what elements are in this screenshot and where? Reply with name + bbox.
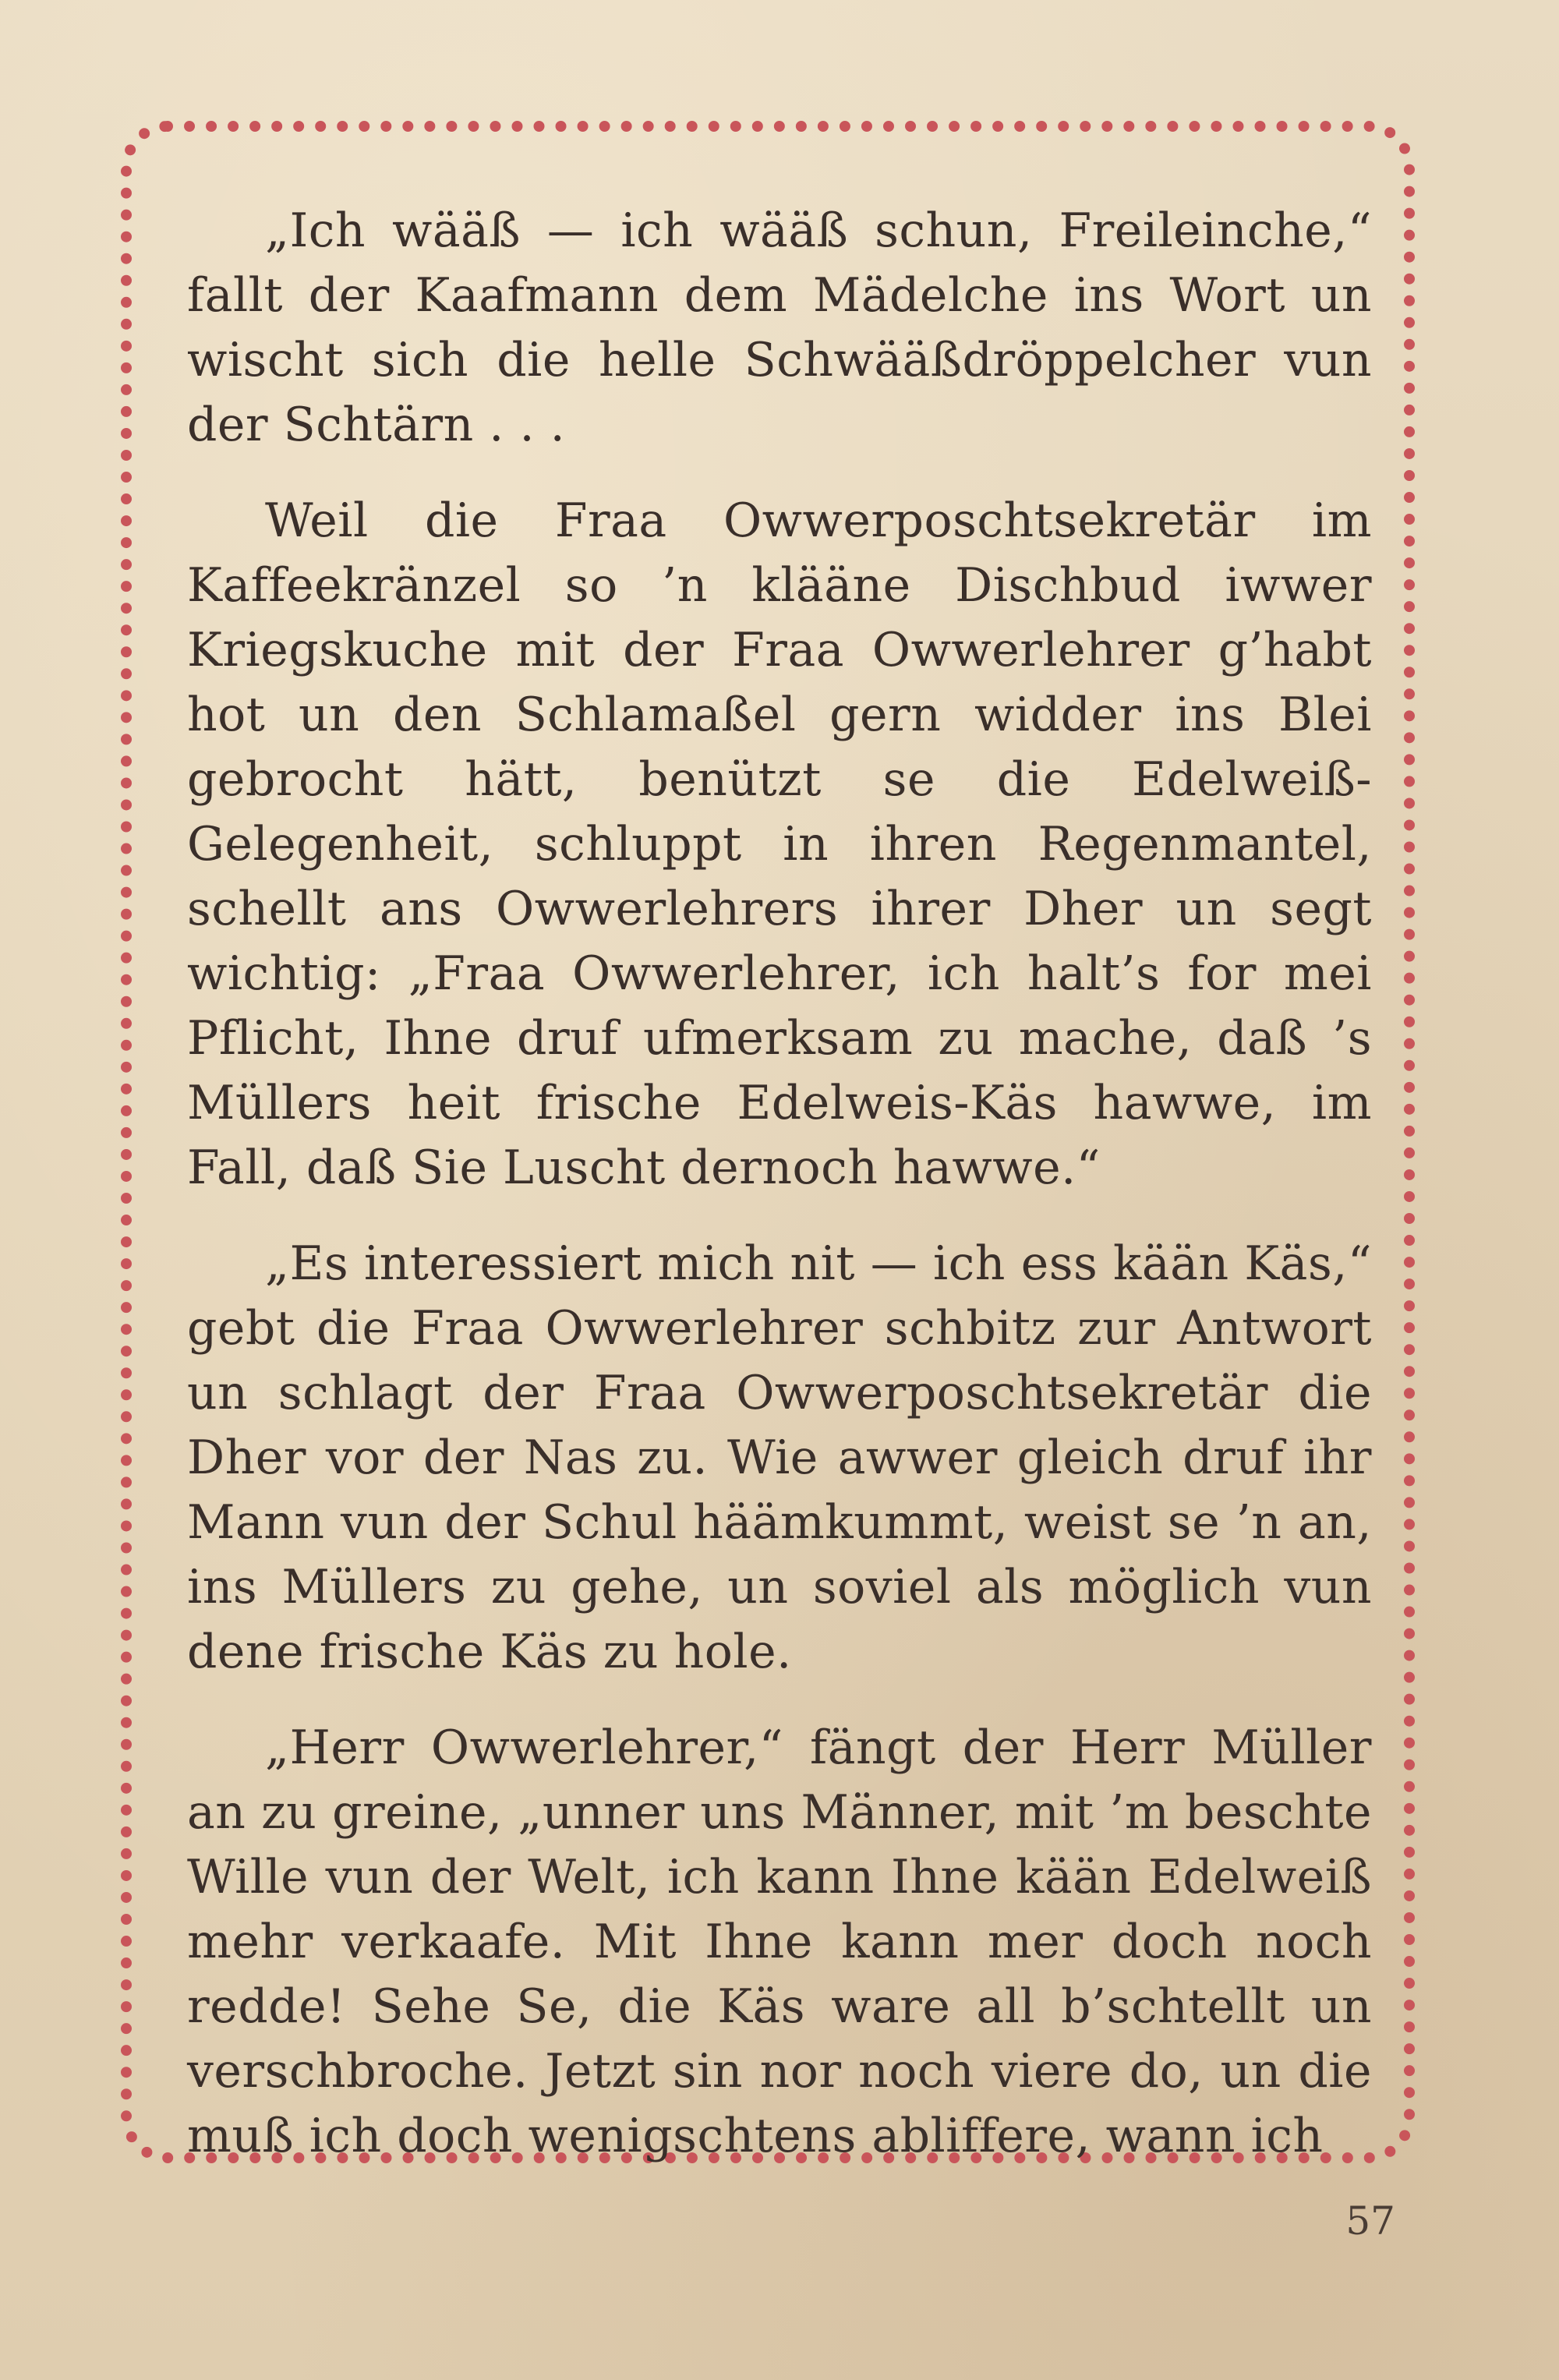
paragraph-2: Weil die Fraa Owwerposchtsekretär im Kaffeekränzel so ’n klääne Dischbud iwwer Kriegskuche mit der Fraa Owwerlehrer g’habt hot un den Schlamaßel gern widder ins Blei gebrocht hätt, benützt se die Edelweiß-Gelegenheit, schluppt in ihren Regenmantel, schellt ans Owwerlehrers ihrer Dher un segt wichtig: „Fraa Owwerlehrer, ich halt’s for mei Pflicht, Ihne druf ufmerksam zu mache, daß ’s Müllers heit frische Edelweis-Käs hawwe, im Fall, daß Sie Luscht dernoch hawwe.“ [187, 493, 1372, 1195]
page-text [187, 199, 1372, 2163]
paragraph-3: „Es interessiert mich nit — ich ess kään Käs,“ gebt die Fraa Owwerlehrer schbitz zur Antwort un schlagt der Fraa Owwerposchtsekretär die Dher vor der Nas zu. Wie awwer gleich druf ihr Mann vun der Schul häämkummt, weist se ’n an, ins Müllers zu gehe, un soviel als möglich vun dene frische Käs zu hole. [187, 1236, 1372, 1679]
paragraph-1: „Ich wääß — ich wääß schun, Freileinche,“ fallt der Kaafmann dem Mädelche ins Wort un wischt sich die helle Schwääßdröppelcher vun der Schtärn . . . [187, 203, 1372, 452]
paragraph-4: „Herr Owwerlehrer,“ fängt der Herr Müller an zu greine, „unner uns Männer, mit ’m beschte Wille vun der Welt, ich kann Ihne kään Edelweiß mehr verkaafe. Mit Ihne kann mer doch noch redde! Sehe Se, die Käs ware all b’schtellt un verschbroche. Jetzt sin nor noch viere do, un die muß ich doch wenigschtens abliffere, wann ich [187, 1720, 1372, 2163]
page-number: 57 [1345, 2198, 1395, 2244]
